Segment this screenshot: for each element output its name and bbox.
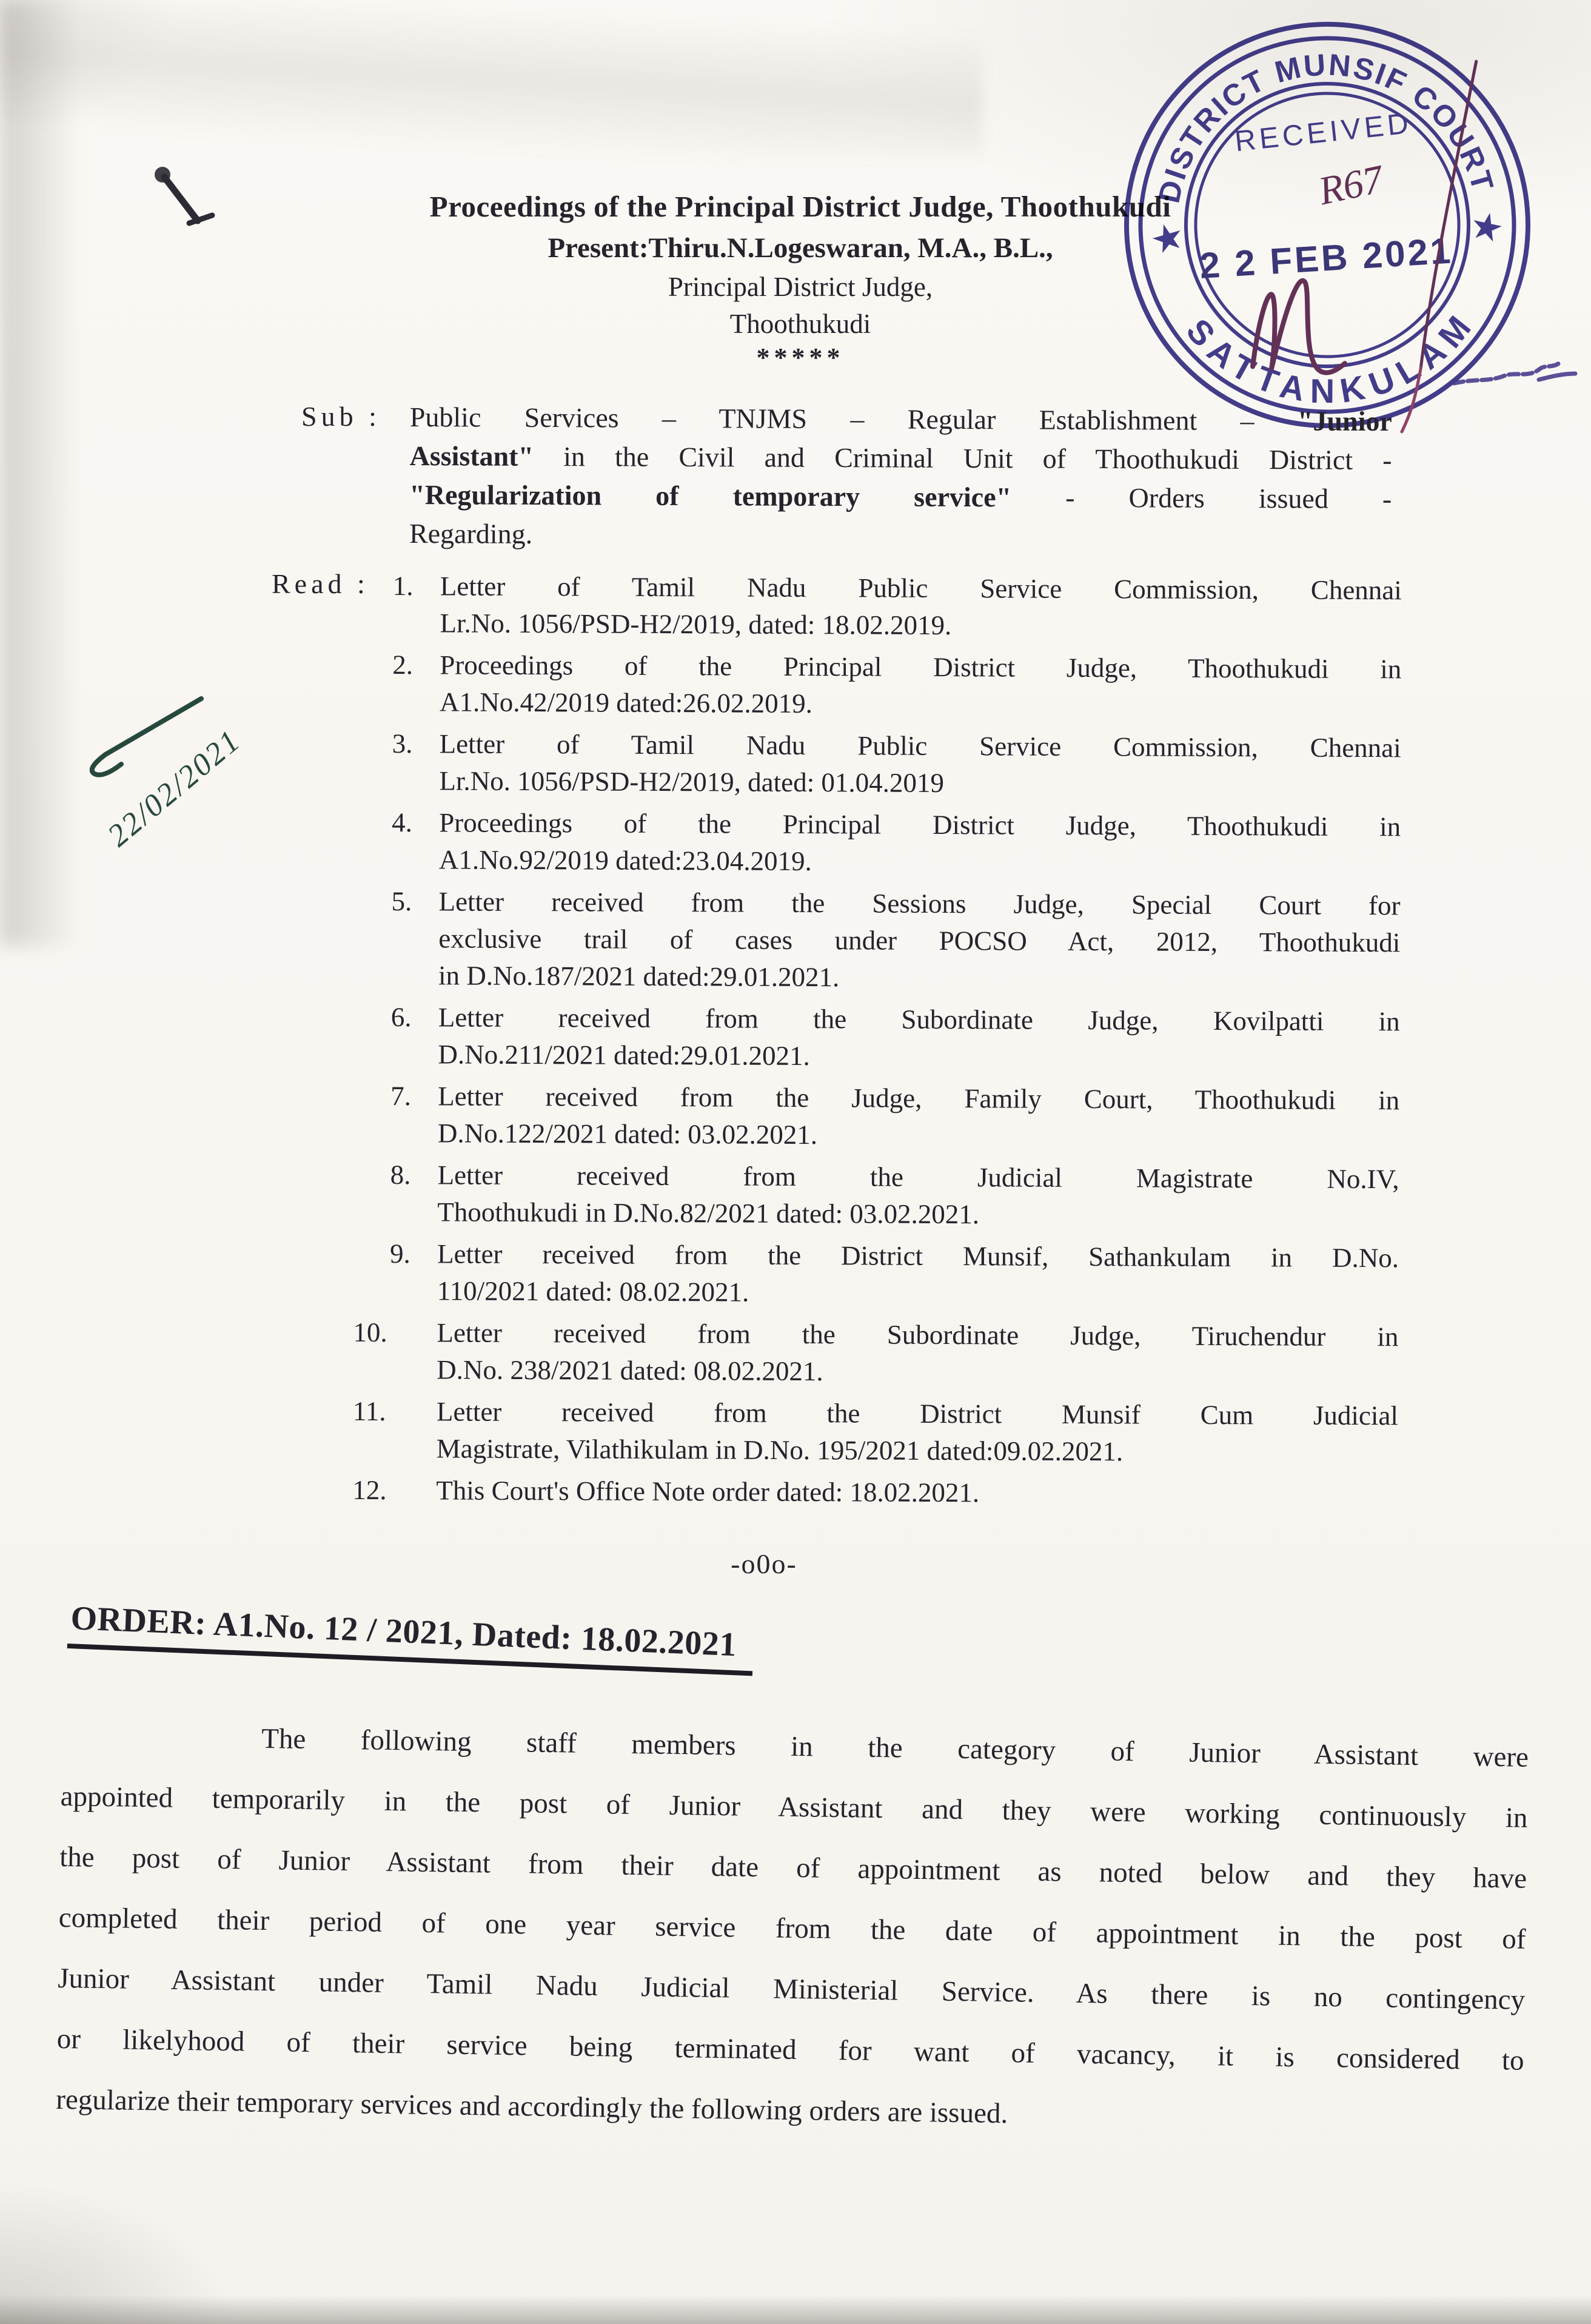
read-item-number: 5. — [391, 886, 412, 917]
stamp-court-name: DISTRICT MUNSIF COURT — [1151, 47, 1501, 206]
read-item — [387, 568, 1402, 646]
section-divider: -o0o- — [731, 1548, 797, 1579]
read-item-line: Proceedings of the Principal District Judge, Thoothukudi in — [440, 650, 1402, 685]
read-item — [353, 1314, 1399, 1392]
read-item-line: in D.No.187/2021 dated:29.01.2021. — [438, 960, 840, 993]
read-item-line: 110/2021 dated: 08.02.2021. — [437, 1275, 749, 1308]
read-item-line: Magistrate, Vilathikulam in D.No. 195/2021 dated:09.02.2021. — [436, 1433, 1124, 1467]
sub-text-bold: "Regularization of temporary service" — [409, 479, 1012, 513]
read-item — [387, 804, 1401, 882]
read-item — [387, 725, 1401, 804]
stamp-place-name: SATTANKULAM — [1179, 302, 1483, 411]
sub-line — [409, 475, 1392, 519]
sub-line — [409, 437, 1392, 480]
sub-text: in the Civil and Criminal Unit of Thoothukudi District - — [533, 440, 1392, 476]
read-item-line: Letter received from the District Munsif, Sathankulam in D.No. — [437, 1238, 1399, 1274]
header-star-divider: ***** — [756, 343, 845, 372]
read-item-line: A1.No.92/2019 dated:23.04.2019. — [438, 844, 812, 877]
read-item-line: Letter received from the Sessions Judge, Special Court for — [438, 886, 1401, 921]
body-line: completed their period of one year service from the date of appointment in the post of — [58, 1901, 1526, 1955]
read-item-line: Proceedings of the Principal District Judge, Thoothukudi in — [439, 807, 1401, 842]
read-item — [352, 1472, 1398, 1513]
sub-text: - Orders issued - — [1011, 482, 1392, 515]
sub-label: Sub : — [301, 401, 381, 432]
read-item-line: Letter received from the District Munsif Cum Judicial — [436, 1396, 1399, 1431]
body-line: appointed temporarily in the post of Junior Assistant and they were working continuously in — [60, 1780, 1528, 1834]
body-line: Junior Assistant under Tamil Nadu Judicial Ministerial Service. As there is no contingency — [57, 1962, 1526, 2016]
read-item-line: Letter received from the Judge, Family Court, Thoothukudi in — [438, 1081, 1400, 1116]
order-body-paragraph — [56, 1705, 1529, 2152]
read-item-number: 11. — [352, 1395, 386, 1426]
read-item-number: 6. — [390, 1002, 412, 1033]
scan-fold-shadow — [0, 0, 982, 158]
read-item-line: D.No. 238/2021 dated: 08.02.2021. — [437, 1354, 823, 1387]
sub-text-bold: Assistant" — [409, 440, 534, 472]
read-item-line: exclusive trail of cases under POCSO Act, 2012, Thoothukudi — [438, 923, 1401, 958]
stamp-star-right-icon: ★ — [1465, 204, 1508, 252]
read-item-line: D.No.211/2021 dated:29.01.2021. — [438, 1039, 810, 1072]
read-item-line: This Court's Office Note order dated: 18.02.2021. — [436, 1475, 980, 1508]
sub-section — [409, 398, 1392, 557]
body-line: regularize their temporary services and accordingly the following orders are issued. — [55, 2083, 1008, 2130]
body-line: the post of Junior Assistant from their date of appointment as noted below and they have — [59, 1841, 1527, 1895]
header-present: Present:Thiru.N.Logeswaran, M.A., B.L., — [548, 232, 1053, 264]
read-item — [352, 1393, 1399, 1471]
read-item — [387, 646, 1402, 725]
read-item — [385, 1235, 1399, 1314]
ink-tick-mark — [144, 156, 235, 247]
stamp-ref-number-handwritten: R67 — [1315, 156, 1387, 214]
read-item — [386, 999, 1400, 1077]
read-item-number: 2. — [392, 650, 414, 680]
read-item-line: Lr.No. 1056/PSD-H2/2019, dated: 01.04.2019 — [439, 765, 945, 799]
read-item-number: 8. — [390, 1160, 411, 1191]
read-item-number: 10. — [353, 1317, 387, 1348]
handwritten-date-text: 22/02/2021 — [101, 722, 248, 854]
sub-text: Public Services – TNJMS – Regular Establishment – — [409, 401, 1298, 437]
order-heading: ORDER: A1.No. 12 / 2021, Dated: 18.02.2021 — [67, 1599, 754, 1676]
stamp-star-left-icon: ★ — [1145, 214, 1190, 264]
sub-text: Regarding. — [409, 517, 533, 549]
read-item-line: Lr.No. 1056/PSD-H2/2019, dated: 18.02.2019. — [440, 608, 952, 641]
body-line: The following staff members in the category of Junior Assistant were — [261, 1722, 1529, 1773]
header-title: Proceedings of the Principal District Judge, Thoothukudi — [429, 190, 1171, 223]
body-line: or likelyhood of their service being terminated for want of vacancy, it is considered to — [56, 2023, 1524, 2077]
read-item-number: 7. — [390, 1081, 412, 1112]
scan-shadow-corner — [0, 2166, 255, 2324]
read-item-number: 12. — [352, 1474, 387, 1506]
read-item-line: Thoothukudi in D.No.82/2021 dated: 03.02.2021. — [437, 1197, 980, 1230]
header-designation: Principal District Judge, — [668, 272, 933, 302]
sub-line — [409, 514, 1392, 557]
sub-line — [410, 398, 1392, 441]
read-item — [386, 883, 1401, 998]
handwritten-margin-date — [58, 654, 337, 908]
read-item-line: Letter received from the Judicial Magistrate No.IV, — [437, 1160, 1399, 1195]
read-item-line: Letter of Tamil Nadu Public Service Commission, Chennai — [439, 728, 1401, 764]
read-item-number: 4. — [392, 807, 413, 838]
read-item-line: Letter of Tamil Nadu Public Service Commission, Chennai — [440, 571, 1402, 606]
read-list — [352, 568, 1402, 1518]
scan-edge-bottom — [0, 2295, 1591, 2324]
read-item — [385, 1157, 1399, 1235]
read-item-number: 3. — [392, 728, 413, 759]
sub-text-bold: "Junior — [1297, 405, 1392, 437]
ink-scribble — [1448, 348, 1587, 409]
stamp-date: 2 2 FEB 2021 — [1198, 230, 1455, 286]
read-item-number: 9. — [389, 1238, 410, 1269]
read-item-line: Letter received from the Subordinate Judge, Kovilpatti in — [438, 1002, 1400, 1037]
header-place: Thoothukudi — [729, 309, 871, 339]
read-label: Read : — [272, 568, 369, 599]
read-item-line: Letter received from the Subordinate Judge, Tiruchendur in — [437, 1317, 1399, 1352]
read-item-line: D.No.122/2021 dated: 03.02.2021. — [437, 1118, 818, 1150]
read-item — [386, 1078, 1400, 1156]
stamp-received-label: RECEIVED — [1233, 107, 1414, 158]
read-item-number: 1. — [392, 571, 414, 602]
read-item-line: A1.No.42/2019 dated:26.02.2019. — [439, 687, 813, 719]
